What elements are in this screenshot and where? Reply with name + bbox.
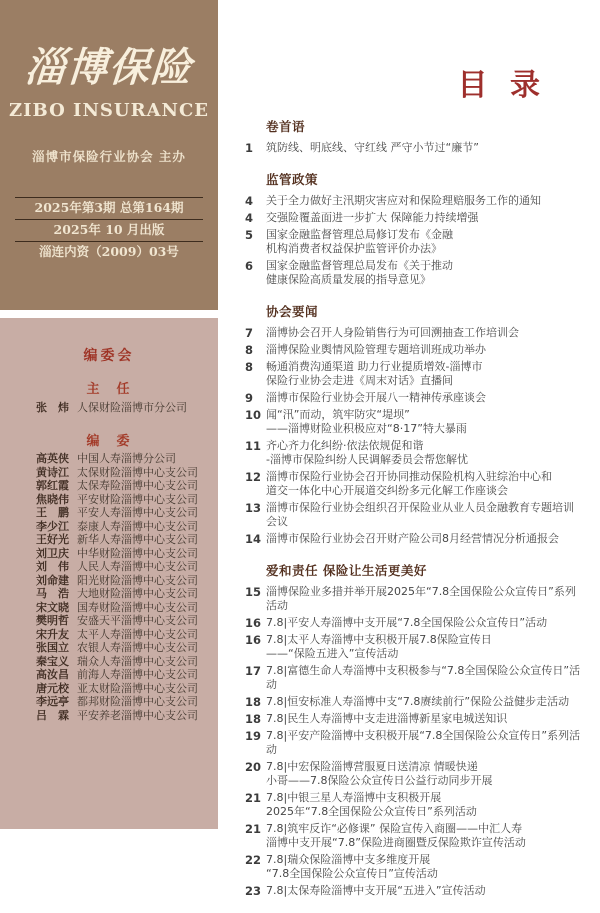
toc-entry: [245, 141, 583, 155]
toc-entry-page: 19: [245, 729, 262, 743]
editor-company: 亚太财险淄博中心支公司: [77, 681, 198, 695]
toc-entry-page: 7: [245, 326, 254, 340]
toc-entry: [245, 853, 583, 881]
toc-entry-page: 23: [245, 884, 262, 898]
editor-company: 太保寿险淄博中心支公司: [77, 479, 198, 492]
editor-row: [36, 628, 214, 642]
editor-row: [36, 695, 214, 709]
publish-date-row: 2025年 10 月出版: [15, 219, 203, 241]
toc-entry-text: 淄博保险业舆情风险管理专题培训班成功举办: [266, 343, 486, 356]
editorial-committee-panel: [0, 318, 218, 829]
toc-section-header: 协会要闻: [266, 304, 319, 319]
toc-entry-text: 7.8|恒安标准人寿淄博中支“7.8赓续前行”保险公益健步走活动: [266, 695, 570, 708]
toc-section: [245, 170, 583, 287]
editor-name: 高英侠: [36, 452, 69, 465]
editor-row: [36, 641, 214, 655]
toc-entry: [245, 616, 583, 630]
toc-title: 目 录: [457, 68, 546, 103]
toc-entries: [245, 585, 583, 898]
editor-row: [36, 655, 214, 669]
editor-name: 李少江: [36, 519, 69, 533]
issue-info-box: [15, 197, 203, 263]
editor-name: 焦晓伟: [36, 492, 69, 506]
toc-entry-text: 关于全力做好主汛期灾害应对和保险理赔服务工作的通知: [266, 194, 541, 207]
editor-name: 刘命建: [36, 573, 69, 587]
editor-name: 刘 伟: [36, 560, 69, 573]
toc-entry: [245, 228, 583, 256]
editor-company: 阳光财险淄博中心支公司: [77, 573, 198, 587]
toc-entry-text: 7.8|太保寿险淄博中支开展“五进入”宣传活动: [266, 884, 486, 897]
toc-entry-page: 18: [245, 695, 262, 709]
editor-name: 马 浩: [36, 587, 69, 600]
editor-row: [36, 587, 214, 601]
editor-name: 刘卫庆: [36, 546, 69, 560]
toc-entry-text: 淄博协会召开人身险销售行为可回溯抽查工作培训会: [266, 326, 519, 339]
editors-label: 编 委: [86, 434, 132, 449]
organizer-line: 淄博市保险行业协会 主办: [32, 149, 186, 164]
toc-entry: [245, 791, 583, 819]
toc-entry-text: 国家金融监督管理总局发布《关于推动 健康保险高质量发展的指导意见》: [266, 259, 453, 286]
editor-name: 郭红霞: [36, 479, 69, 492]
toc-entry: [245, 884, 583, 898]
toc-entry-text: 齐心齐力化纠纷·依法依规促和谐 -淄博市保险纠纷人民调解委员会帮您解忧: [266, 439, 468, 466]
editor-company: 安盛天平淄博中心支公司: [77, 614, 198, 627]
editor-company: 平安养老淄博中心支公司: [77, 708, 198, 722]
magazine-title-chinese: 淄博保险: [23, 44, 195, 91]
toc-entry: [245, 712, 583, 726]
editor-row: [36, 520, 214, 534]
editor-row: [36, 452, 214, 466]
toc-entry: [245, 408, 583, 436]
director-row: [36, 401, 212, 415]
editor-name: 樊明哲: [36, 614, 69, 627]
toc-entry-page: 16: [245, 616, 262, 630]
editor-name: 王好光: [36, 533, 69, 546]
editor-name: 唐元校: [36, 681, 69, 695]
toc-entry: [245, 439, 583, 467]
toc-entries: [245, 194, 583, 287]
toc-entry: [245, 585, 583, 613]
magazine-title-english: ZIBO INSURANCE: [8, 100, 210, 121]
director-name: 张 炜: [36, 401, 69, 414]
toc-entry-text: 淄博市保险行业协会召开财产险公司8月经营情况分析通报会: [266, 532, 559, 545]
editor-name: 黄诗江: [36, 465, 69, 479]
toc-entry: [245, 343, 583, 357]
editor-row: [36, 479, 214, 493]
editor-company: 太保财险淄博中心支公司: [77, 465, 198, 479]
toc-entry: [245, 194, 583, 208]
editor-company: 都邦财险淄博中心支公司: [77, 695, 198, 708]
toc-section-header: 卷首语: [266, 119, 306, 134]
editors-list: [36, 452, 214, 722]
editor-name: 吕 霖: [36, 708, 69, 722]
editor-row: [36, 574, 214, 588]
editor-name: 高汝昌: [36, 668, 69, 681]
toc-entry-text: 7.8|富德生命人寿淄博中支积极参与“7.8全国保险公众宣传日”活动: [266, 664, 581, 691]
toc-entry-text: 淄博市保险行业协会召开协同推动保险机构入驻综治中心和 道交一体化中心开展道交纠纷多元化解工作座谈会: [266, 470, 552, 497]
toc-entry-page: 6: [245, 259, 254, 273]
toc-entry: [245, 326, 583, 340]
toc-entry-page: 16: [245, 633, 262, 647]
director-label: 主 任: [86, 382, 132, 397]
editor-company: 中华财险淄博中心支公司: [77, 546, 198, 560]
editor-row: [36, 614, 214, 628]
toc-entry-page: 1: [245, 141, 254, 155]
editor-name: 王 鹏: [36, 506, 69, 519]
toc-entry-page: 18: [245, 712, 262, 726]
issue-number-row: 2025年第3期 总第164期: [15, 197, 203, 219]
toc-entry-page: 12: [245, 470, 262, 484]
toc-entry-page: 9: [245, 391, 254, 405]
editor-name: 宋文晓: [36, 600, 69, 614]
editor-row: [36, 601, 214, 615]
toc-entry: [245, 532, 583, 546]
toc-entry-text: 国家金融监督管理总局修订发布《金融 机构消费者权益保护监管评价办法》: [266, 228, 453, 255]
toc-entry-text: 筑防线、明底线、守红线 严守小节过“廉节”: [266, 141, 479, 154]
toc-entries: [245, 141, 583, 155]
editor-row: [36, 668, 214, 682]
editor-company: 中国人寿淄博分公司: [77, 452, 176, 465]
editor-company: 新华人寿淄博中心支公司: [77, 533, 198, 546]
toc-entry-page: 4: [245, 194, 254, 208]
toc-entry-page: 11: [245, 439, 262, 453]
director-company: 人保财险淄博市分公司: [77, 401, 187, 414]
toc-entry-page: 8: [245, 360, 254, 374]
editor-company: 平安人寿淄博中心支公司: [77, 506, 198, 519]
committee-title: 编委会: [83, 348, 135, 364]
toc-entry-text: 闻“汛”而动，筑牢防灾“堤坝” ——淄博财险业积极应对“8·17”特大暴雨: [266, 408, 467, 435]
toc-entry-page: 15: [245, 585, 262, 599]
editor-name: 李远亭: [36, 695, 69, 708]
toc-entry-text: 7.8|中宏保险淄博营服夏日送清凉 情暖快递 小哥——7.8保险公众宣传日公益行动同步开展: [266, 760, 493, 787]
toc-entry-page: 5: [245, 228, 254, 242]
editor-row: [36, 493, 214, 507]
toc-entry: [245, 760, 583, 788]
toc-entry-text: 交强险覆盖面进一步扩大 保障能力持续增强: [266, 211, 479, 224]
toc-section-header: 监管政策: [266, 172, 319, 187]
toc-entry: [245, 470, 583, 498]
toc-section: [245, 117, 583, 155]
toc-entry-text: 7.8|太平人寿淄博中支积极开展7.8保险宣传日 ——“保险五进入”宣传活动: [266, 633, 492, 660]
editor-row: [36, 560, 214, 574]
toc-entry-page: 4: [245, 211, 254, 225]
toc-entry-text: 7.8|瑞众保险淄博中支多维度开展 “7.8全国保险公众宣传日”宣传活动: [266, 853, 438, 880]
toc-entry-text: 7.8|平安产险淄博中支积极开展“7.8全国保险公众宣传日”系列活动: [266, 729, 581, 756]
toc-entry: [245, 360, 583, 388]
toc-entries: [245, 326, 583, 546]
toc-entry-text: 淄博市保险行业协会开展八一精神传承座谈会: [266, 391, 486, 404]
toc-entry: [245, 729, 583, 757]
editor-row: [36, 506, 214, 520]
toc-entry-page: 10: [245, 408, 262, 422]
toc-entry: [245, 501, 583, 529]
editor-company: 瑞众人寿淄博中心支公司: [77, 654, 198, 668]
license-number-row: 淄连内资（2009）03号: [15, 241, 203, 263]
editor-company: 平安财险淄博中心支公司: [77, 492, 198, 506]
toc-entry-page: 13: [245, 501, 262, 515]
toc-entry-text: 淄博市保险行业协会组织召开保险业从业人员金融教育专题培训会议: [266, 501, 574, 528]
editor-row: [36, 682, 214, 696]
toc-entry-page: 17: [245, 664, 262, 678]
editor-row: [36, 547, 214, 561]
toc-section: [245, 302, 583, 546]
editor-company: 前海人寿淄博中心支公司: [77, 668, 198, 681]
editor-row: [36, 533, 214, 547]
toc-entry-text: 7.8|中银三星人寿淄博中支积极开展 2025年“7.8全国保险公众宣传日”系列活动: [266, 791, 477, 818]
toc-entry: [245, 391, 583, 405]
toc-entry: [245, 211, 583, 225]
toc-entry: [245, 664, 583, 692]
toc-entry: [245, 633, 583, 661]
toc-entry-page: 21: [245, 791, 262, 805]
editor-row: [36, 709, 214, 723]
toc-section-header: 爱和责任 保险让生活更美好: [266, 563, 427, 578]
toc-entry-page: 20: [245, 760, 262, 774]
editor-name: 宋升友: [36, 627, 69, 641]
toc-section: [245, 561, 583, 898]
toc-entry: [245, 695, 583, 709]
toc-entry-text: 畅通消费沟通渠道 助力行业提质增效-淄博市 保险行业协会走进《周末对话》直播间: [266, 360, 483, 387]
masthead-panel: [0, 0, 218, 310]
editor-name: 张国立: [36, 641, 69, 654]
editor-company: 人民人寿淄博中心支公司: [77, 560, 198, 573]
toc-entry-page: 21: [245, 822, 262, 836]
editor-company: 国寿财险淄博中心支公司: [77, 600, 198, 614]
toc-entry: [245, 822, 583, 850]
toc-entry-page: 8: [245, 343, 254, 357]
toc-entry-text: 7.8|民生人寿淄博中支走进淄博新星家电城送知识: [266, 712, 508, 725]
toc-entry-text: 7.8|平安人寿淄博中支开展“7.8全国保险公众宣传日”活动: [266, 616, 548, 629]
editor-name: 秦宝义: [36, 654, 69, 668]
editor-company: 大地财险淄博中心支公司: [77, 587, 198, 600]
editor-company: 泰康人寿淄博中心支公司: [77, 519, 198, 533]
toc-entry-text: 淄博保险业多措并举开展2025年“7.8全国保险公众宣传日”系列活动: [266, 585, 576, 612]
toc-entry-page: 14: [245, 532, 262, 546]
toc-entry-page: 22: [245, 853, 262, 867]
toc-entry: [245, 259, 583, 287]
editor-row: [36, 466, 214, 480]
toc-list: [245, 117, 583, 913]
editor-company: 太平人寿淄博中心支公司: [77, 627, 198, 641]
editor-company: 农银人寿淄博中心支公司: [77, 641, 198, 654]
toc-entry-text: 7.8|筑牢反诈“必修课” 保险宣传入商圈——中汇人寿 淄博中支开展“7.8”保险进商圈暨反保险欺诈宣传活动: [266, 822, 526, 849]
